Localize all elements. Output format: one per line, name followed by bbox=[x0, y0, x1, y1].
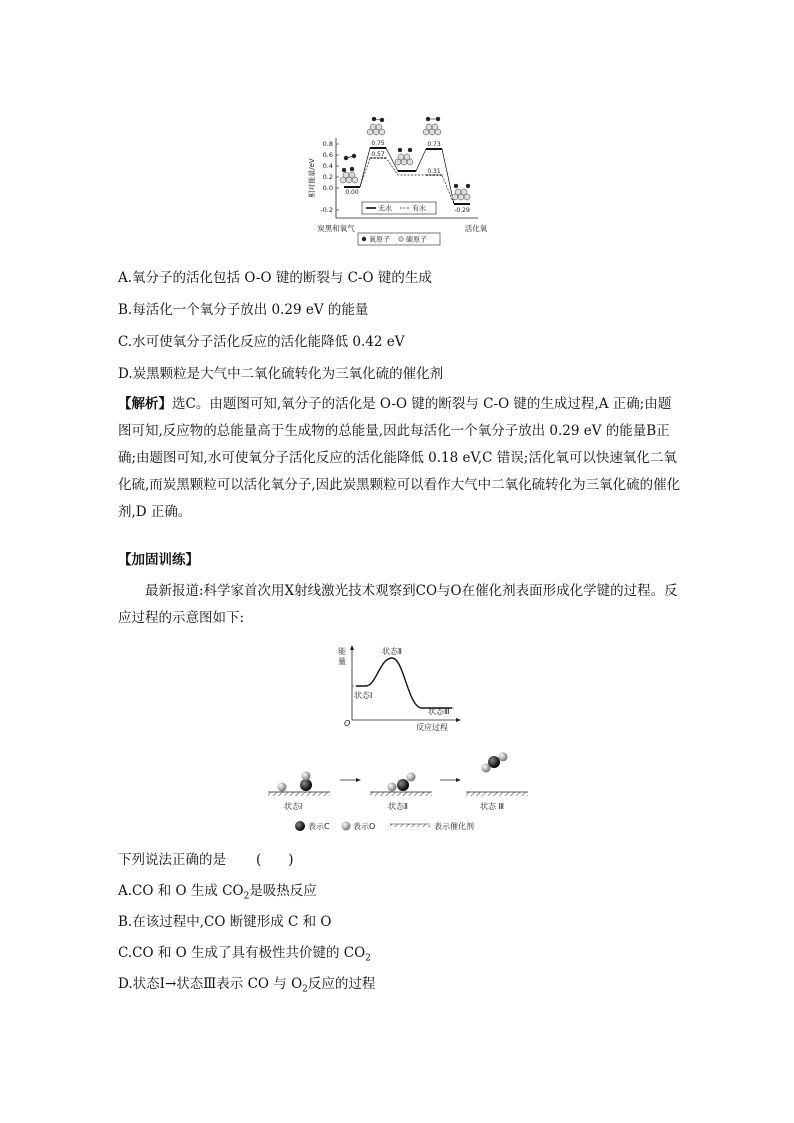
legend-c: 表示C bbox=[308, 822, 330, 831]
q2-option-c bbox=[118, 943, 371, 969]
legend-o: 表示O bbox=[353, 822, 376, 831]
molecule-cluster-int bbox=[395, 148, 413, 165]
state1-label: 状态Ⅰ bbox=[354, 691, 373, 700]
left-label: 炭黑和氧气 bbox=[317, 224, 355, 233]
o-atom bbox=[302, 772, 311, 781]
molecule-cluster-ts1 bbox=[367, 117, 385, 135]
energy-curve-figure bbox=[332, 642, 472, 737]
value-ts2-dry: 0.73 bbox=[427, 141, 441, 148]
q2-option-a bbox=[118, 881, 317, 907]
analysis-tag: 【解析】 bbox=[118, 396, 172, 412]
energy-profile-figure bbox=[300, 110, 500, 250]
analysis-paragraph bbox=[118, 391, 682, 526]
option-d: D.炭黑颗粒是大气中二氧化硫转化为三氧化硫的催化剂 bbox=[118, 366, 444, 382]
q2-option-a-text: A.CO 和 O 生成 CO bbox=[118, 883, 244, 899]
y-tick: 0.2 bbox=[322, 173, 333, 181]
analysis-text: 选C。由题图可知,氧分子的活化是 O-O 键的断裂与 C-O 键的生成过程,A 正确;由题图可知,反应物的总能量高于生成物的总能量,因此每活化一个氧分子放出 0.29 eV 的能量B正确;由题图可知,水可使氧分子活化反应的活化能降低 0.18 eV,C 错误;活化氧可以快速氧化二氧化硫,而炭黑颗粒可以活化氧分子,因此炭黑颗粒可以看作大气中二氧化硫转化为三氧化硫的催化剂,D 正确。 bbox=[118, 396, 681, 520]
q2-option-a-suffix: 是吸热反应 bbox=[249, 883, 317, 899]
training-tag: 【加固训练】 bbox=[118, 552, 199, 568]
legend-dry: 无水 bbox=[378, 204, 392, 213]
legend-wet: 有水 bbox=[412, 204, 426, 213]
origin-label: O bbox=[344, 719, 351, 728]
molecule-cluster-ts2 bbox=[423, 117, 441, 135]
option-b: B.每活化一个氧分子放出 0.29 eV 的能量 bbox=[118, 302, 369, 318]
adsorption-figure bbox=[260, 752, 540, 838]
path-wet bbox=[360, 158, 454, 204]
c-atom bbox=[488, 756, 500, 768]
state1-label: 状态Ⅰ bbox=[284, 802, 303, 811]
state2-label: 状态Ⅱ bbox=[388, 802, 408, 811]
q2-option-c-text: C.CO 和 O 生成了具有极性共价键的 CO bbox=[118, 945, 366, 961]
option-a: A.氧分子的活化包括 O-O 键的断裂与 C-O 键的生成 bbox=[118, 270, 432, 286]
q2-option-d-text: D.状态Ⅰ→状态Ⅲ表示 CO 与 O bbox=[118, 976, 303, 992]
molecule-cluster-end bbox=[452, 184, 470, 200]
question2-stem bbox=[118, 850, 294, 870]
y-axis-label: 相对能量/eV bbox=[308, 158, 316, 198]
subscript: 2 bbox=[365, 953, 371, 964]
question2-stem-text: 下列说法正确的是 bbox=[118, 852, 226, 868]
state3-label: 状态 Ⅲ bbox=[480, 802, 505, 811]
answer-bracket: ( ) bbox=[256, 852, 294, 868]
molecule-o2-left bbox=[344, 154, 356, 160]
o-atom bbox=[407, 773, 416, 782]
atom-legend-c: 碳原子 bbox=[406, 235, 427, 244]
atom-legend-o: 氧原子 bbox=[369, 235, 390, 244]
y-tick: 0.4 bbox=[322, 162, 333, 170]
value-start: 0.00 bbox=[345, 189, 359, 196]
subscript: 2 bbox=[302, 984, 308, 995]
state3-label: 状态Ⅲ bbox=[428, 707, 450, 716]
y-tick: 0.6 bbox=[322, 151, 333, 159]
legend-cat: 表示催化剂 bbox=[434, 822, 474, 831]
c-atom bbox=[397, 779, 409, 791]
energy-curve bbox=[356, 658, 452, 708]
state2-label: 状态Ⅱ bbox=[382, 647, 402, 656]
molecule-cluster-start bbox=[340, 167, 358, 183]
o-atom bbox=[388, 783, 397, 792]
subscript: 2 bbox=[243, 891, 250, 902]
value-end: -0.29 bbox=[454, 207, 470, 214]
right-label: 活化氧 bbox=[464, 224, 488, 233]
y-tick: -0.2 bbox=[320, 206, 333, 214]
training-paragraph: 最新报道:科学家首次用X射线激光技术观察到CO与O在催化剂表面形成化学键的过程。反应过程的示意图如下: bbox=[118, 583, 678, 626]
o-atom bbox=[499, 752, 508, 761]
y-label-1: 能 bbox=[338, 647, 346, 656]
y-label-2: 量 bbox=[338, 657, 346, 666]
x-axis-label: 反应过程 bbox=[416, 723, 448, 732]
value-ts1-dry: 0.75 bbox=[371, 140, 385, 147]
y-tick: 0.0 bbox=[322, 184, 333, 192]
value-int-wet: 0.31 bbox=[427, 168, 441, 175]
catalyst-surface-3 bbox=[466, 792, 528, 796]
catalyst-surface-2 bbox=[370, 792, 432, 796]
q2-option-d bbox=[118, 974, 375, 1000]
o-atom bbox=[278, 783, 287, 792]
q2-option-b: B.在该过程中,CO 断键形成 C 和 O bbox=[118, 914, 332, 930]
y-tick: 0.8 bbox=[322, 140, 333, 148]
option-c: C.水可使氧分子活化反应的活化能降低 0.42 eV bbox=[118, 334, 405, 350]
q2-option-d-suffix: 反应的过程 bbox=[307, 976, 376, 992]
catalyst-surface-1 bbox=[268, 792, 330, 796]
value-ts1-wet: 0.57 bbox=[371, 151, 385, 158]
c-atom bbox=[300, 779, 312, 791]
